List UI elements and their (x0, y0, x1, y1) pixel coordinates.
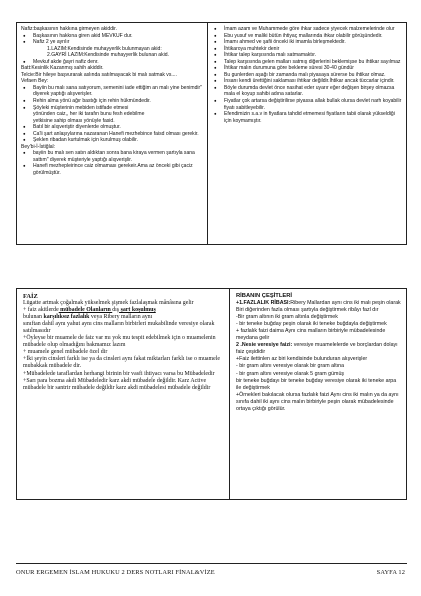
riba-line: 2 .Nesie veresiye faizi: veresiye muamelelerde ve borçlardan dolayı faiz çeşididir (236, 342, 398, 356)
indented-line: yönünden caiz,, her iki tarafın bunu fesh edebilme (33, 111, 145, 118)
bullet-item: ● Efendimizin s.a.v in fiyatlara tahdid etmemesi fiyatların tabii olarak yükseldiği için koymamıştır. (214, 111, 395, 124)
bullet-item: ● Talep karşısında gelen malları satmış diğerlerini beklemişse bu ihtikar sayılmaz (214, 58, 401, 65)
bullet-item: ● Ebu yusuf ve maliki bütün ihtiyaç mallarında ihkar olabilir görüşündedir. (214, 32, 383, 39)
bullet-item: ● İhtikar malın durumuna göre bekleme süresi 30-40 gündür (214, 65, 354, 72)
top-right-cell (208, 23, 406, 244)
bullet-item: ● Batıl bir alışveriştir diyenlerde olmuştur. (23, 124, 121, 131)
riba-line: +Örnekleri bakılacak olursa fazlalık faizi Aynı cins iki malın ya da aynı sınıfa dahil iki aynı cins malın birbiriyle peşin olarak mübadelesinde ortaya çıktığı görülür. (236, 391, 399, 412)
riba-title: RİBANIN ÇEŞİTLERİ (236, 293, 293, 299)
faiz-line: + faiz akitlerde mübadele Olanların dış şart koşulmuş (23, 307, 156, 314)
bullet-item: ● Ca'li şart anlaşıylarına nazaranan Hanefi mezhebince faisd olması gerekir. (23, 130, 199, 137)
faiz-title: FAİZ (23, 293, 38, 300)
page-footer (16, 563, 407, 576)
bullet-icon: ● (214, 98, 217, 104)
bullet-item: ● İhtikar talep karşısında malı satmamaktır. (214, 52, 316, 59)
bullet-item: ● Böyle durumda devlet önce nasihat eder uyarır eğer değişen birşey olmazsa mala el koyup sahibi adına satarlar. (214, 84, 395, 98)
faiz-line: + muamele genel mübadele özel dir (23, 349, 108, 356)
bullet-icon: ● (23, 84, 26, 90)
faiz-cell (17, 289, 229, 499)
faiz-line: +Öyleyse bir muamele de faiz var mı yok mu tespit edebilmek için o muamelenin mübadele olup olmadığını bakmamız lazım (23, 335, 216, 349)
bullet-icon: ● (214, 111, 217, 117)
riba-line: + fazlalık faizi daima Aynı cins malların birbiriyle mübadelesinde meydana gelir (236, 328, 386, 342)
bullet-icon: ● (214, 45, 217, 51)
bullet-icon: ● (23, 124, 26, 130)
bullet-item: ● Nafiz 2 ye ayrılır (23, 39, 70, 46)
faiz-line: sınıftan dahil aynı yahut aynı cins malların birbirleri mukabilinde veresiye olarak satılmasıdır (23, 321, 215, 335)
bullet-item: ● Başkasının hakkına giren akid MEVKUF dur. (23, 32, 133, 39)
bullet-item: ● Şeklen ribadan kurtulmak için kurulmuş olabilir. (23, 137, 138, 144)
bullet-icon: ● (23, 58, 26, 64)
bullet-item: ● Rehin alma yönü ağır bastığı için rehin hükmündedir. (23, 98, 151, 105)
riba-line: -Bir gram altının iki gram altınla değiştirmek (236, 314, 338, 321)
paragraph-line: Telcie:Bir hileye başvurarak aslında satılmayacak bi malı satmak vs.... (21, 71, 177, 78)
bullet-icon: ● (214, 71, 217, 77)
bullet-item: ● Mevkuf akde ğayri nafiz denr. (23, 58, 99, 65)
bullet-icon: ● (214, 78, 217, 84)
bullet-icon: ● (23, 39, 26, 45)
riba-line: - bir teneke buğday peşin olarak iki teneke buğdayla değiştirmek (236, 321, 387, 328)
bullet-item: ● Hanefi mezhepleirince caiz olmaması gerekeir.Ama az önceki gibi çaciz görülmüştür. (23, 163, 193, 177)
faiz-line: +Sarı para bozma akdi Mübadeledir karz akdi mübadele değildir. Karz Active mübadele bir santrir mübadele değildir karz akdi mübadelesi mübadele değildir (23, 377, 211, 391)
faiz-line: +İki şeyin cinsleri farklı ise ya da cinsleri aynı fakat miktarları farklı ise o muamele mubakkak mübadele dir. (23, 356, 220, 370)
faiz-line: +Mübadelede taraflardan herhangi birinin bir vasfi ihtiyacı varsa bu Mübadeledir (23, 370, 215, 377)
bullet-icon: ● (214, 32, 217, 38)
bullet-item: ● İnsanı kendi ürettiğini saklaması ihtikar değildir.İhtikar ancak tüccarlar içindir. (214, 78, 395, 85)
bullet-item: ● Bayiin bu malı sana satıyorum, semenini iade ettiğim an malı yine benimdir" diyerek yaptığı alışverişler. (23, 84, 202, 98)
paragraph-line: Batt:Kesinlik Kazanmış sahih akiddir. (21, 65, 104, 72)
riba-line: bir teneke buğdayı bir teneke buğday veresiye olarak iki teneke arpa ile değiştirmek (236, 377, 397, 391)
paragraph-line: Bey'bi-İ-İstiğlal: (21, 143, 56, 150)
riba-line: - bir gram altını veresiye olarak 5 gram gümüş (236, 370, 345, 377)
bullet-icon: ● (23, 150, 26, 156)
bullet-icon: ● (23, 98, 26, 104)
bullet-item: ● Şöyleki müşterinin mebiden istifade etmesi (23, 104, 129, 111)
bullet-item: ● bayiin bu malı sen satın aldıktan sonra bana kiraya vermen şartıyla sana sattım" diyerek müşteriyle yaptığı alışverişlir. (23, 150, 195, 163)
bullet-icon: ● (214, 65, 217, 71)
faiz-line: bulunan karşılıksız fazlalık veya Ribery malların aynı (23, 314, 153, 321)
bullet-item: ● Fiyatlar çok artarsa değiştirilirse piyassa allak bullak olursa devlet narh koyabilir fiyatı sabitleyebilir. (214, 98, 402, 111)
indented-line: 1.LAZIM:Kendisinde muhayyerlik bulunmayan akid: (47, 45, 162, 52)
indented-line: 2.GAYRİ LAZIM:Kendisinde muhayyerlik bulunan akid. (47, 52, 169, 59)
bullet-icon: ● (214, 39, 217, 45)
bullet-item: ● İmamı ahmed ve şafii önceki iki imamla birleşmektedir. (214, 39, 346, 46)
bullet-icon: ● (214, 58, 217, 64)
bullet-item: ● İhtikaroya muhtekir denir (214, 45, 280, 52)
bullet-icon: ● (23, 163, 26, 169)
top-left-cell (17, 23, 207, 244)
riba-line: +Faiz ilettinlen az biri kendisinde bulunduran alışverişler (236, 356, 368, 363)
riba-line: - bir gram altını veresiye olarak bir gram altına (236, 363, 345, 370)
paragraph-line: Nafiz:başkasının hakkına girmeyen akiddir. (21, 26, 117, 32)
bullet-item: ● Bu gunlerden aşağı bir zamanda malı piyasaya sürerse bu ihtikar olmaz. (214, 71, 386, 78)
indented-line: yetkisine sahip olması yönüyle fasid. (33, 117, 115, 124)
bullet-icon: ● (23, 130, 26, 136)
notes-table-top (16, 22, 407, 245)
page-number: SAYFA 12 (376, 569, 405, 576)
bullet-item: ● İmam azam ve Muhammede göre ihkar sadece yiyecek malzemelerinde olur (214, 26, 395, 32)
paragraph-line: Vefaen Bey: (21, 78, 49, 85)
bullet-icon: ● (23, 137, 26, 143)
riba-cell (230, 289, 406, 499)
bullet-icon: ● (214, 52, 217, 58)
faiz-line: Lügatte artmak çoğalmak yükselmek şişmek fazlalaşmak mânâsına gelir (23, 300, 194, 307)
bullet-icon: ● (214, 26, 217, 31)
bullet-icon: ● (23, 32, 26, 38)
riba-line: +1.FAZLALIK RİBASI:Ribery Mallardan aynı cins iki malı peşin olarak Biri diğerinden fazla olması şartıyla değiştirmek ribâyı fazl dır (236, 300, 401, 314)
bullet-icon: ● (214, 84, 217, 90)
footer-title: ONUR ERGEMEN İSLAM HUKUKU 2 DERS NOTLARI FİNAL&VİZE (16, 569, 215, 576)
bullet-icon: ● (23, 104, 26, 110)
notes-table-bottom (16, 288, 407, 500)
